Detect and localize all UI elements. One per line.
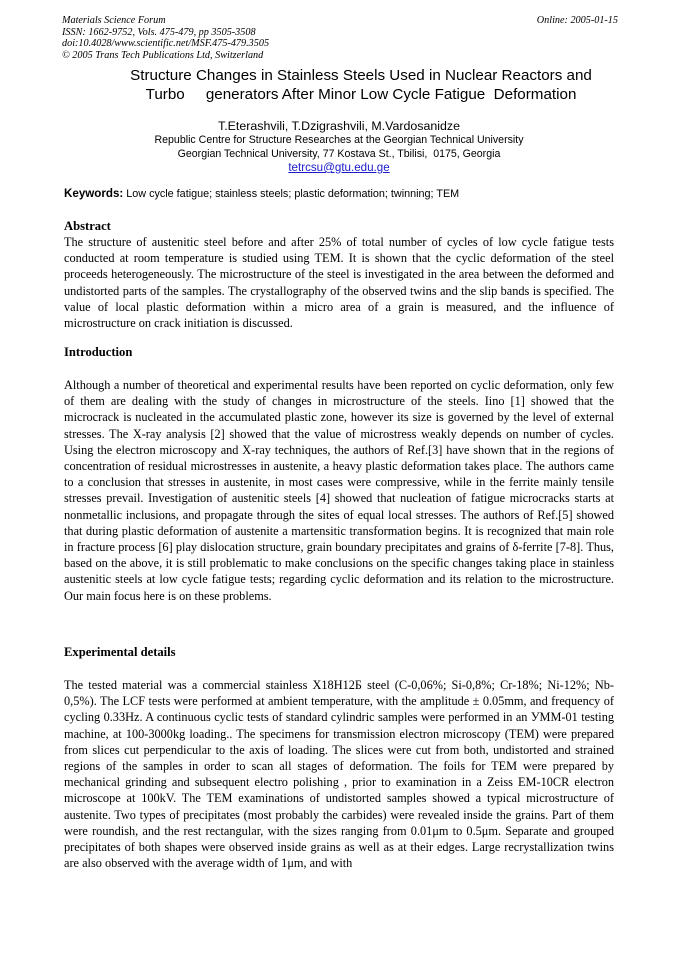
journal-name: Materials Science Forum (62, 15, 166, 26)
keywords-line (64, 187, 624, 201)
author-list: T.Eterashvili, T.Dzigrashvili, M.Vardosanidze (218, 119, 460, 133)
title-line-2: Turbo generators After Minor Low Cycle Fatigue Deformation (145, 86, 577, 103)
introduction-heading: Introduction (64, 345, 133, 359)
author-email-container (0, 160, 678, 175)
keywords-label: Keywords: (64, 187, 124, 200)
abstract-heading: Abstract (64, 219, 111, 233)
introduction-text: Although a number of theoretical and experimental results have been reported on cyclic deformation, only few of them are dealing with the study of changes in microstructure of the steels. Iino [1] showed that the microcrack is nucleated in the accumulated plastic zone, however its size is governed by the level of external stresses. The X-ray analysis [2] showed that the value of microstress weakly depends on number of cycles. Using the electron microscopy and X-ray techniques, the authors of Ref.[3] have shown that in the regions of concentration of residual microstresses in austenite, a heavy plastic deformation takes place. The authors came to a conclusion that stresses in austenite, in most cases were compressive, while in the ferrite mainly tensile stresses prevail. Investigation of austenitic steels [4] showed that nucleation of fatigue microcracks starts at nonmetallic inclusions, and propagate through the sites of equal local stresses. The authors of Ref.[5] showed that during plastic deformation of austenite a martensitic transformation begins. It is recognized that main role in fracture process [6] play dislocation structure, grain boundary precipitates and grains of δ-ferrite [7-8]. Thus, based on the above, it is still problematic to make conclusions on the specific changes taking place in stainless austenitic steels at low cycle fatigue tests; regarding cyclic deformation and its relation to the microstructure. Our main focus here is on these problems. (64, 378, 614, 603)
experimental-heading: Experimental details (64, 645, 176, 659)
affiliation-1: Republic Centre for Structure Researches at the Georgian Technical University (154, 134, 524, 146)
issn-line: ISSN: 1662-9752, Vols. 475-479, pp 3505-3508 (62, 26, 256, 38)
paper-title (62, 66, 660, 104)
author-email-link[interactable]: tetrcsu@gtu.edu.ge (288, 161, 390, 174)
affiliation-2: Georgian Technical University, 77 Kostava St., Tbilisi, 0175, Georgia (177, 148, 501, 160)
doi-line: doi:10.4028/www.scientific.net/MSF.475-479.3505 (62, 38, 270, 50)
journal-header (62, 15, 618, 61)
abstract-text: The structure of austenitic steel before and after 25% of total number of cycles of low cycle fatigue tests conducted at room temperature is studied using TEM. It is shown that the cyclic deformation of the steel proceeds heterogeneously. The microstructure of the steel is investigated in the area between the deformed and undistorted parts of the samples. The crystallography of the observed twins and the slip bands is specified. The value of local plastic deformation within a micro area of a grain is measured, and the influence of microstructure on crack initiation is discussed. (64, 235, 614, 331)
online-date: Online: 2005-01-15 (536, 15, 618, 26)
copyright-line: © 2005 Trans Tech Publications Ltd, Switzerland (62, 49, 264, 61)
experimental-text: The tested material was a commercial stainless X18H12Б steel (C-0,06%; Si-0,8%; Cr-18%; Ni-12%; Nb-0,5%). The LCF tests were performed at ambient temperature, with the amplitude ± 0.05mm, and frequency of cycling 0.33Hz. A continuous cyclic tests of standard cylindric samples were performed in an УММ-01 testing machine, at 100-3000kg loading.. The specimens for transmission electron microscopy (TEM) were prepared from slices cut perpendicular to the axis of loading. The slices were cut from both, undistorted and strained regions of the samples in order to scan all stages of deformation. The foils for TEM were prepared by mechanical grinding and subsequent electro polishing , prior to examination in a Zeiss EM-10CR electron microscope at 100kV. The TEM examinations of undistorted samples showed a typical microstructure of austenite. Two types of precipitates (most probably the carbides) were revealed inside the grains. Part of them were roundish, and the rest rectangular, with the sizes ranging from 0.01μm to 0.5μm. Separate and grouped precipitates of both shapes were observed inside grains as well as at their edges. Large recrystallization twins are also observed with the average width of 1μm, and with (64, 678, 614, 871)
title-line-1: Structure Changes in Stainless Steels Used in Nuclear Reactors and (130, 67, 592, 84)
keywords-text: Low cycle fatigue; stainless steels; plastic deformation; twinning; TEM (123, 188, 460, 200)
